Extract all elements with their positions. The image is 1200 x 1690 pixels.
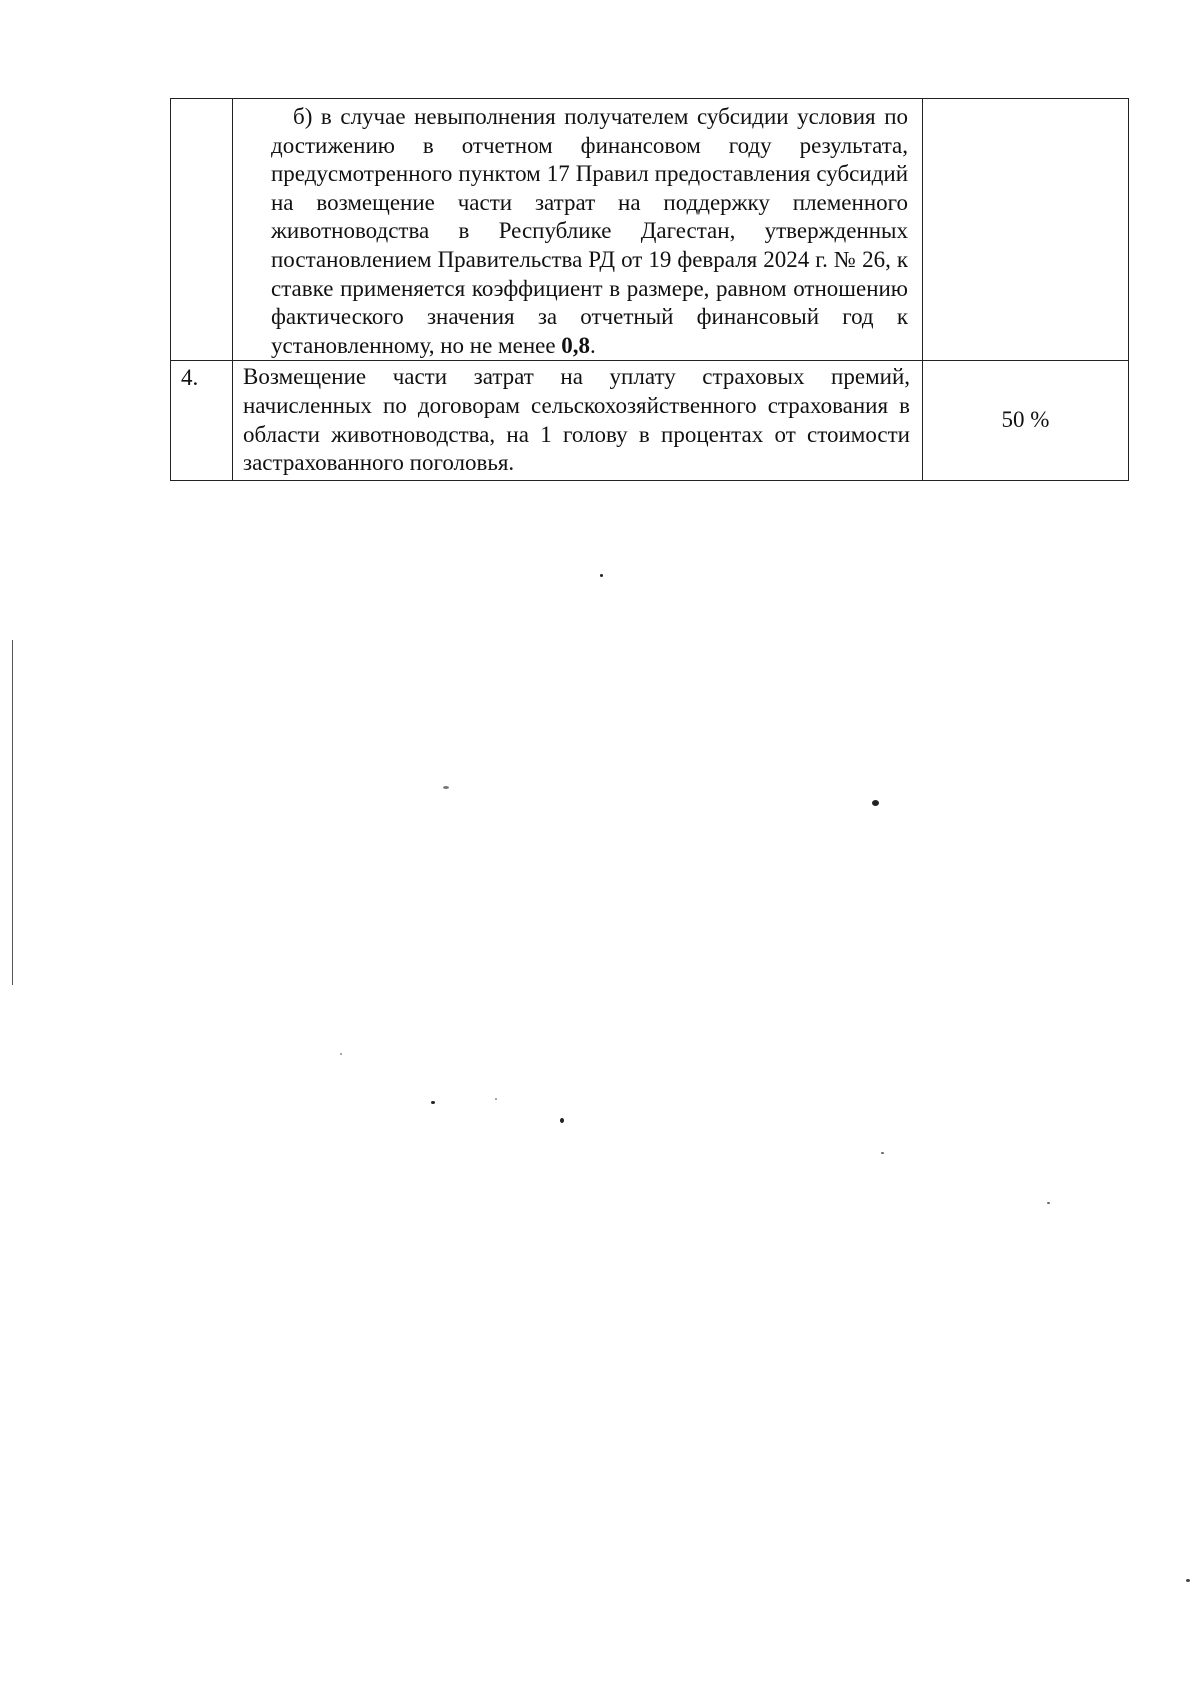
row-number-cell <box>171 361 233 480</box>
scan-speck <box>872 800 879 806</box>
row-description: б) в случае невыполнения получателем субсидии условия по достижению в отчетном финансовом году результата, предусмотренного пунктом 17 Правил предоставления субсидий на возмещение части затрат на поддержку племенного животноводства в Республике Дагестан, утвержденных постановлением Правительства РД от 19 февраля 2024 г. № 26, к ставке применяется коэффициент в размере, равном отношению фактического значения за отчетный финансовый год к установленному, но не менее 0,8. <box>271 104 908 358</box>
row-description: Возмещение части затрат на уплату страховых премий, начисленных по договорам сельскохозяйственного страхования в области животноводства, на 1 голову в процентах от стоимости застрахованного поголовья. <box>243 364 910 476</box>
scan-speck <box>443 786 449 789</box>
coefficient-value: 0,8 <box>561 332 591 358</box>
row-number: 4. <box>181 365 199 391</box>
scan-speck <box>560 1118 564 1123</box>
row-value-cell <box>923 99 1129 361</box>
row-description-text: б) в случае невыполнения получателем субсидии условия по достижению в отчетном финансовом году результата, предусмотренного пунктом 17 Правил предоставления субсидий на возмещение части затрат на поддержку племенного животноводства в Республике Дагестан, утвержденных постановлением Правительства РД от 19 февраля 2024 г. № 26, к ставке применяется коэффициент в размере, равном отношению фактического значения за отчетный финансовый год к установленному, но не менее <box>271 104 908 358</box>
row-description-cell <box>233 361 923 480</box>
scan-speck <box>881 1152 884 1154</box>
scan-speck <box>1186 1579 1190 1582</box>
scan-speck <box>1047 1202 1050 1204</box>
row-number-cell <box>171 99 233 361</box>
scan-speck <box>340 1053 342 1055</box>
subsidy-rates-table <box>170 98 1129 481</box>
scan-edge-line <box>12 640 13 985</box>
table-row <box>171 361 1129 480</box>
row-description-cell <box>233 99 923 361</box>
row-value-cell <box>923 361 1129 480</box>
table-row <box>171 99 1129 361</box>
scan-speck <box>495 1098 497 1100</box>
scan-speck <box>600 574 603 577</box>
row-value: 50 % <box>1001 407 1050 433</box>
scan-speck <box>431 1101 435 1104</box>
